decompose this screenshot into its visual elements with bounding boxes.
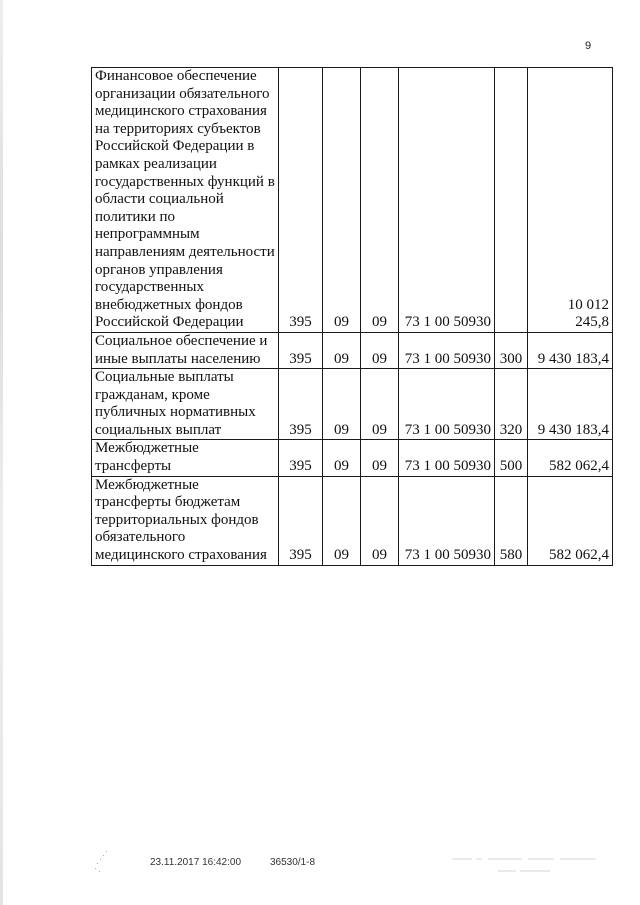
row-admin-code: 395 <box>279 68 323 333</box>
row-subsection: 09 <box>361 68 399 333</box>
row-section: 09 <box>323 332 361 368</box>
faint-stamp-icon <box>448 851 608 881</box>
footer-datetime: 23.11.2017 16:42:00 <box>150 857 242 868</box>
table-row <box>92 476 613 565</box>
row-sum: 9 430 183,4 <box>528 332 613 368</box>
row-subsection: 09 <box>361 332 399 368</box>
row-subsection: 09 <box>361 369 399 440</box>
row-admin-code: 395 <box>279 369 323 440</box>
row-name: Социальное обеспечение и иные выплаты населению <box>92 332 279 368</box>
table-row <box>92 332 613 368</box>
row-admin-code: 395 <box>279 440 323 476</box>
row-sum: 10 012 245,8 <box>528 68 613 333</box>
row-name: Межбюджетные трансферты <box>92 440 279 476</box>
row-section: 09 <box>323 440 361 476</box>
row-expense-type: 580 <box>495 476 528 565</box>
row-target-article: 73 1 00 50930 <box>399 476 495 565</box>
row-sum: 9 430 183,4 <box>528 369 613 440</box>
row-name: Межбюджетные трансферты бюджетам территориальных фондов обязательного медицинского страхования <box>92 476 279 565</box>
page-number: 9 <box>585 40 592 52</box>
row-admin-code: 395 <box>279 332 323 368</box>
row-name: Финансовое обеспечение организации обязательного медицинского страхования на территориях субъектов Российской Федерации в рамках реализации государственных функций в области социальной политики по непрограммным направлениям деятельности органов управления государственных внебюджетных фондов Российской Федерации <box>92 68 279 333</box>
row-sum: 582 062,4 <box>528 440 613 476</box>
row-subsection: 09 <box>361 440 399 476</box>
row-sum: 582 062,4 <box>528 476 613 565</box>
footer-doc-number: 36530/1-8 <box>270 857 316 868</box>
row-expense-type: 500 <box>495 440 528 476</box>
table-row <box>92 440 613 476</box>
row-expense-type: 300 <box>495 332 528 368</box>
row-name: Социальные выплаты гражданам, кроме публичных нормативных социальных выплат <box>92 369 279 440</box>
budget-table <box>91 67 613 566</box>
row-target-article: 73 1 00 50930 <box>399 440 495 476</box>
row-expense-type: 320 <box>495 369 528 440</box>
scan-noise-icon <box>94 849 114 875</box>
row-subsection: 09 <box>361 476 399 565</box>
row-section: 09 <box>323 476 361 565</box>
row-target-article: 73 1 00 50930 <box>399 68 495 333</box>
table-row <box>92 68 613 333</box>
scan-edge <box>0 0 3 905</box>
row-section: 09 <box>323 68 361 333</box>
row-expense-type <box>495 68 528 333</box>
row-section: 09 <box>323 369 361 440</box>
row-target-article: 73 1 00 50930 <box>399 332 495 368</box>
row-admin-code: 395 <box>279 476 323 565</box>
row-target-article: 73 1 00 50930 <box>399 369 495 440</box>
table-row <box>92 369 613 440</box>
